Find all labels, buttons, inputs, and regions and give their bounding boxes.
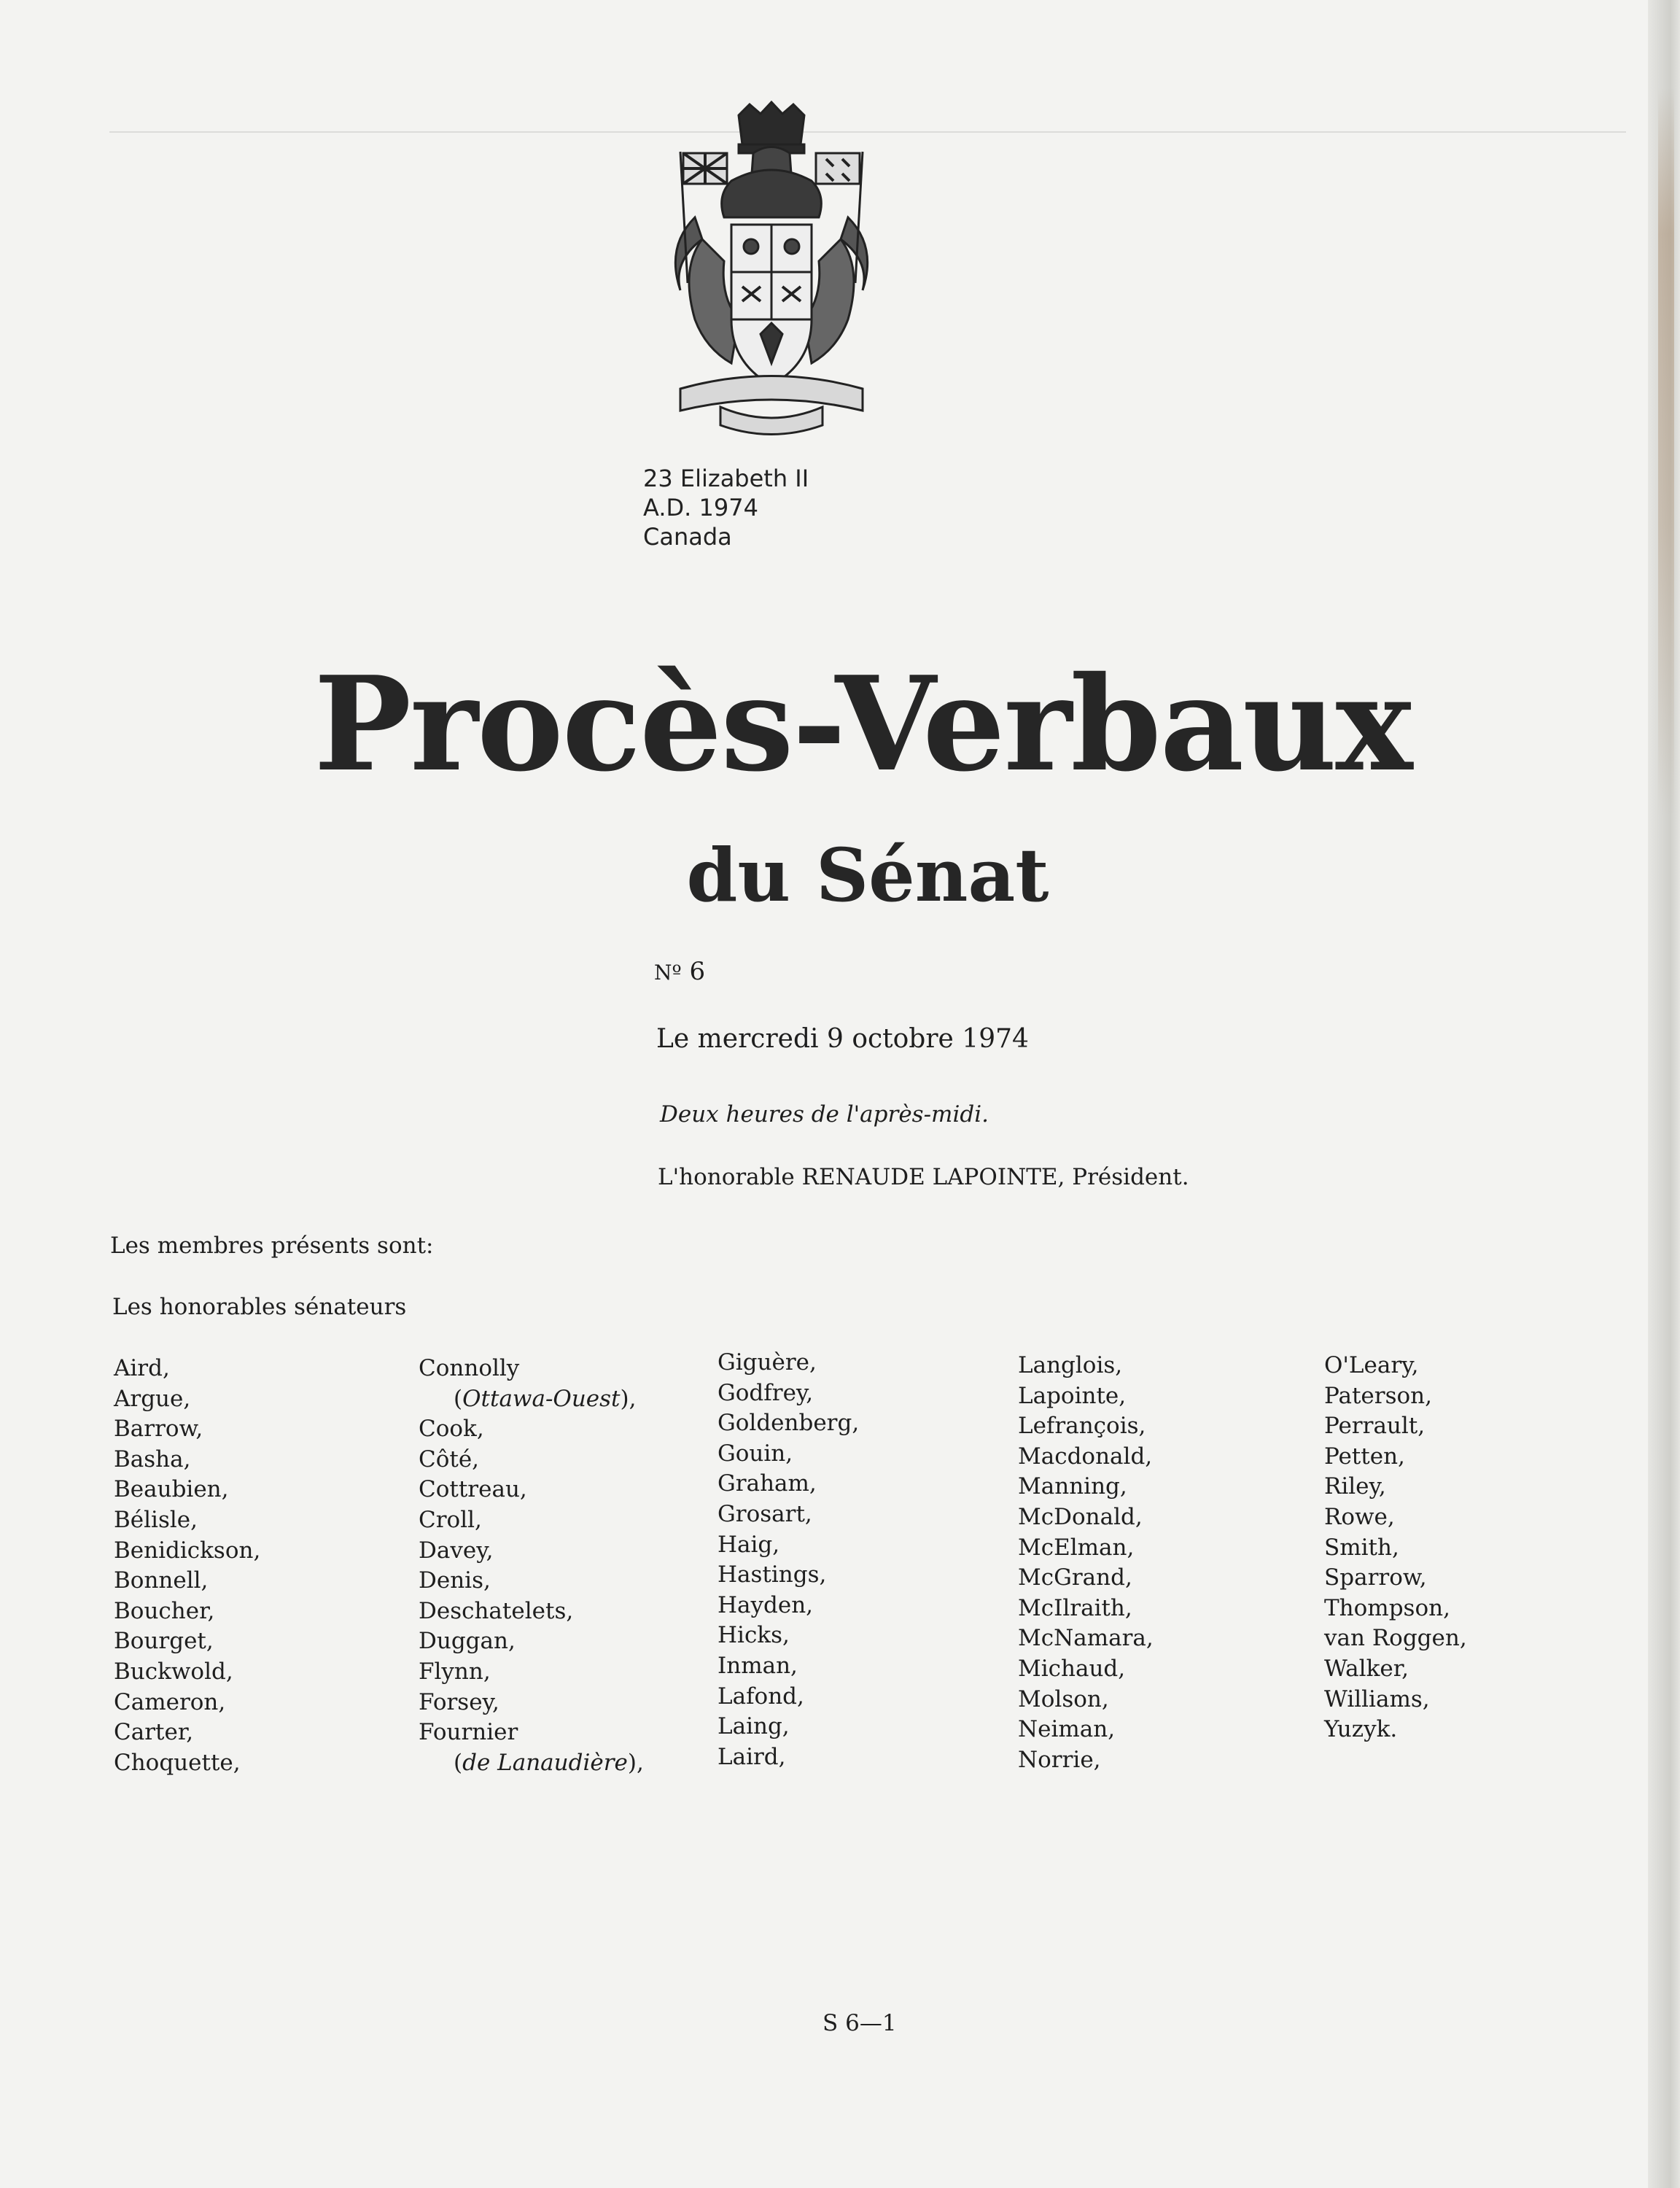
senator-name: Duggan, [419, 1628, 516, 1655]
senator-name: Petten, [1324, 1443, 1405, 1470]
senator-name: Godfrey, [718, 1379, 814, 1406]
senator-name: Laird, [718, 1743, 786, 1770]
senator-name: Denis, [419, 1567, 491, 1594]
senator-name: Molson, [1018, 1685, 1109, 1712]
senator-name: McNamara, [1018, 1625, 1154, 1652]
senator-qualifier: (Ottawa-Ouest), [454, 1385, 637, 1412]
senators-column-3 [718, 1348, 859, 1772]
senators-column-5 [1324, 1351, 1467, 1745]
senator-name: Michaud, [1018, 1655, 1126, 1682]
senator-name: Forsey, [419, 1688, 499, 1715]
senators-column-2 [419, 1354, 644, 1778]
senator-name: Lefrançois, [1018, 1413, 1146, 1440]
senator-name: Macdonald, [1018, 1443, 1153, 1470]
senator-name: Walker, [1324, 1655, 1409, 1682]
senator-name: Grosart, [718, 1500, 812, 1527]
country: Canada [643, 523, 732, 551]
senator-name: Davey, [419, 1537, 494, 1564]
senator-name: Boucher, [114, 1597, 215, 1624]
senator-name: Gouin, [718, 1440, 793, 1467]
senator-name: Norrie, [1018, 1746, 1101, 1773]
senator-name: Carter, [114, 1719, 194, 1746]
senator-name: Buckwold, [114, 1658, 233, 1685]
speaker-name: RENAUDE LAPOINTE, [801, 1164, 1065, 1190]
senator-name: Benidickson, [114, 1537, 261, 1564]
senator-name: Bourget, [114, 1628, 214, 1655]
senator-name: Graham, [718, 1470, 817, 1497]
senator-name: McDonald, [1018, 1503, 1143, 1530]
page-folio: S 6—1 [822, 2010, 897, 2036]
senator-name: Deschatelets, [419, 1597, 574, 1624]
senator-name: Beaubien, [114, 1476, 229, 1503]
issue-number-prefix: Nº [654, 961, 682, 985]
senator-name: Côté, [419, 1446, 480, 1473]
senator-name: Basha, [114, 1446, 191, 1473]
senator-name: Cook, [419, 1416, 484, 1443]
senator-name: O'Leary, [1324, 1352, 1419, 1378]
session-time: Deux heures de l'après-midi. [660, 1101, 989, 1128]
senator-qualifier: (de Lanaudière), [454, 1749, 644, 1776]
senator-name: McElman, [1018, 1534, 1135, 1561]
document-title: Procès-Verbaux [314, 648, 1412, 800]
senator-qualifier-suffix: , [629, 1385, 637, 1412]
senator-name: Barrow, [114, 1416, 203, 1443]
document-subtitle: du Sénat [686, 832, 1049, 918]
senator-name: Connolly [419, 1355, 520, 1381]
senator-name: Croll, [419, 1506, 482, 1533]
senator-name: Paterson, [1324, 1382, 1432, 1409]
session-date: Le mercredi 9 octobre 1974 [656, 1024, 1029, 1054]
regnal-year-block [643, 464, 809, 551]
speaker-prefix: L'honorable [658, 1164, 795, 1190]
senator-name: Giguère, [718, 1349, 817, 1376]
issue-number [654, 955, 705, 989]
senator-name: McIlraith, [1018, 1594, 1132, 1621]
senator-name: Perrault, [1324, 1413, 1426, 1440]
senator-name: Aird, [114, 1355, 170, 1381]
senator-name: Sparrow, [1324, 1564, 1427, 1591]
senator-name: Cottreau, [419, 1476, 527, 1503]
senator-name: Manning, [1018, 1473, 1127, 1500]
senator-name: Choquette, [114, 1749, 241, 1776]
senator-name: Laing, [718, 1713, 790, 1740]
speaker-line [658, 1163, 1189, 1192]
senator-name: Goldenberg, [718, 1410, 860, 1437]
senator-name: Fournier [419, 1719, 518, 1746]
issue-number-value: 6 [689, 957, 706, 986]
senator-name: Lafond, [718, 1683, 804, 1710]
senator-name: Bonnell, [114, 1567, 209, 1594]
senator-name: Hastings, [718, 1562, 827, 1588]
senator-qualifier-text: Ottawa-Ouest [462, 1385, 621, 1412]
senator-name: van Roggen, [1324, 1625, 1467, 1652]
senator-name: Bélisle, [114, 1506, 198, 1533]
senator-name: Williams, [1324, 1685, 1430, 1712]
senators-column-1 [114, 1354, 260, 1778]
senator-name: Rowe, [1324, 1503, 1395, 1530]
senator-name: Cameron, [114, 1688, 226, 1715]
senator-qualifier-text: de Lanaudière [462, 1749, 628, 1776]
senator-name: Lapointe, [1018, 1382, 1127, 1409]
senator-name: Neiman, [1018, 1716, 1116, 1743]
senators-column-4 [1018, 1351, 1154, 1775]
speaker-title: Président. [1072, 1164, 1189, 1190]
senator-name: Yuzyk. [1324, 1716, 1398, 1743]
senator-name: Inman, [718, 1652, 798, 1679]
senator-name: Thompson, [1324, 1594, 1450, 1621]
senator-name: McGrand, [1018, 1564, 1132, 1591]
senator-name: Argue, [114, 1385, 191, 1412]
senator-name: Haig, [718, 1531, 780, 1558]
senator-name: Hayden, [718, 1591, 814, 1618]
coat-of-arms-icon [651, 101, 892, 436]
members-heading: Les membres présents sont: [110, 1233, 434, 1259]
senator-name: Smith, [1324, 1534, 1399, 1561]
senator-name: Flynn, [419, 1658, 491, 1685]
regnal-year: 23 Elizabeth II [643, 465, 809, 492]
senator-name: Langlois, [1018, 1352, 1123, 1378]
anno-domini-year: A.D. 1974 [643, 494, 758, 521]
senators-heading: Les honorables sénateurs [112, 1294, 407, 1320]
senator-name: Riley, [1324, 1473, 1386, 1500]
senator-name: Hicks, [718, 1622, 790, 1649]
senator-qualifier-suffix: , [637, 1749, 644, 1776]
